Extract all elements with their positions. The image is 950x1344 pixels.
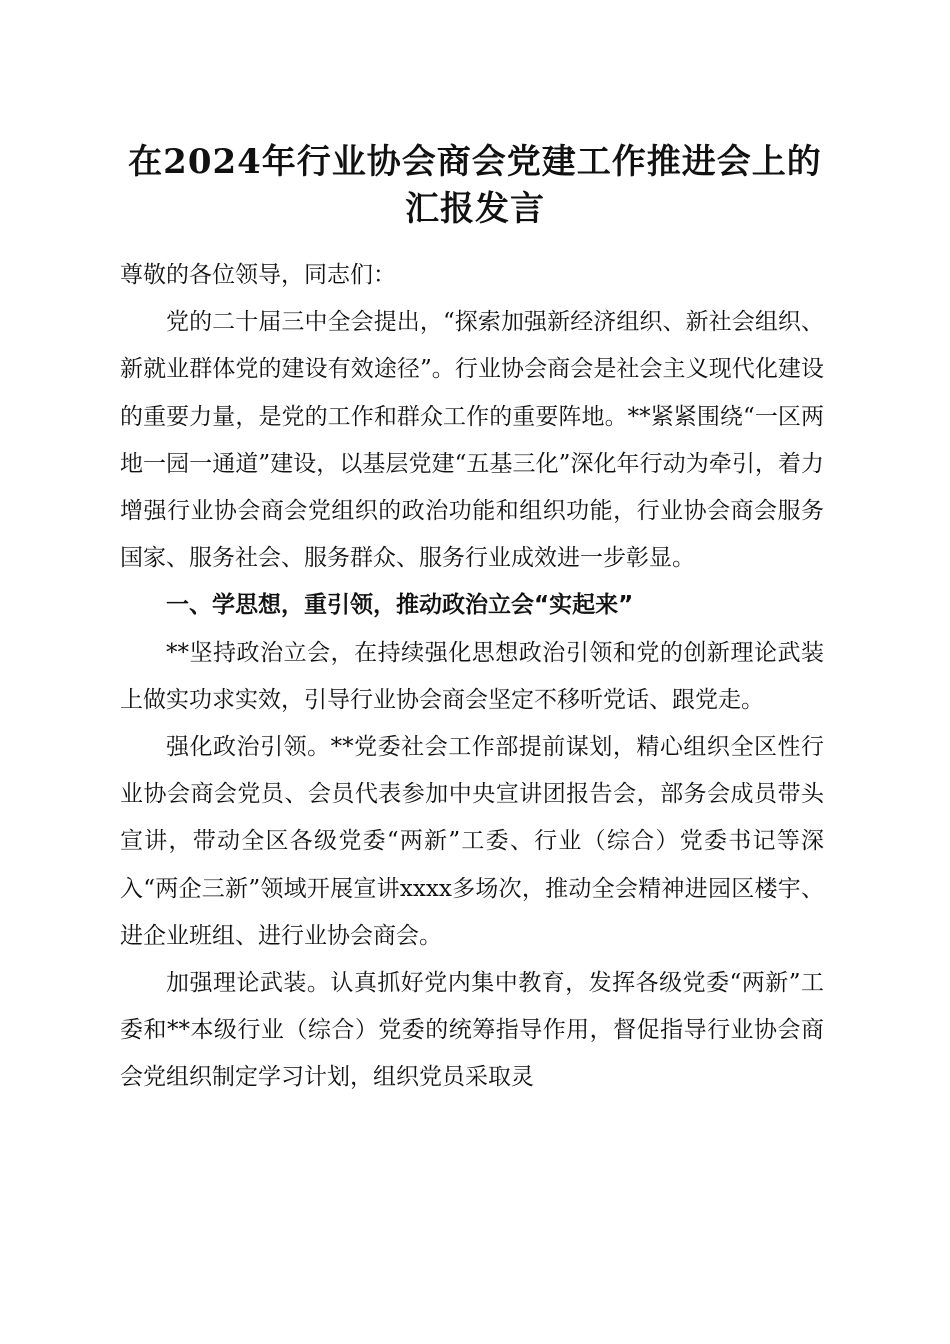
section-1-paragraph-3: 加强理论武装。认真抓好党内集中教育，发挥各级党委“两新”工委和**本级行业（综合）党委的统筹指导作用，督促指导行业协会商会党组织制定学习计划，组织党员采取灵 — [120, 970, 824, 1091]
document-body — [120, 252, 824, 1102]
section-1-paragraph-2: 强化政治引领。**党委社会工作部提前谋划，精心组织全区性行业协会商会党员、会员代表参加中央宣讲团报告会，部务会成员带头宣讲，带动全区各级党委“两新”工委、行业（综合）党委书记等深入“两企三新”领域开展宣讲xxxx多场次，推动全会精神进园区楼宇、进企业班组、进行业协会商会。 — [120, 734, 824, 949]
section-1-heading: 一、学思想，重引领，推动政治立会“实起来” — [166, 592, 634, 619]
document-title-line-1: 在2024年行业协会商会党建工作推进会上的 — [128, 142, 822, 182]
intro-paragraph: 党的二十届三中全会提出，“探索加强新经济组织、新社会组织、新就业群体党的建设有效途径”。行业协会商会是社会主义现代化建设的重要力量，是党的工作和群众工作的重要阵地。**紧紧围绕“一区两地一园一通道”建设，以基层党建“五基三化”深化年行动为牵引，着力增强行业协会商会党组织的政治功能和组织功能，行业协会商会服务国家、服务社会、服务群众、服务行业成效进一步彰显。 — [120, 309, 824, 572]
section-1-paragraph-1: **坚持政治立会，在持续强化思想政治引领和党的创新理论武装上做实功求实效，引导行业协会商会坚定不移听党话、跟党走。 — [120, 639, 824, 713]
salutation: 尊敬的各位领导，同志们： — [120, 262, 396, 288]
document-title-line-2: 汇报发言 — [405, 189, 545, 229]
